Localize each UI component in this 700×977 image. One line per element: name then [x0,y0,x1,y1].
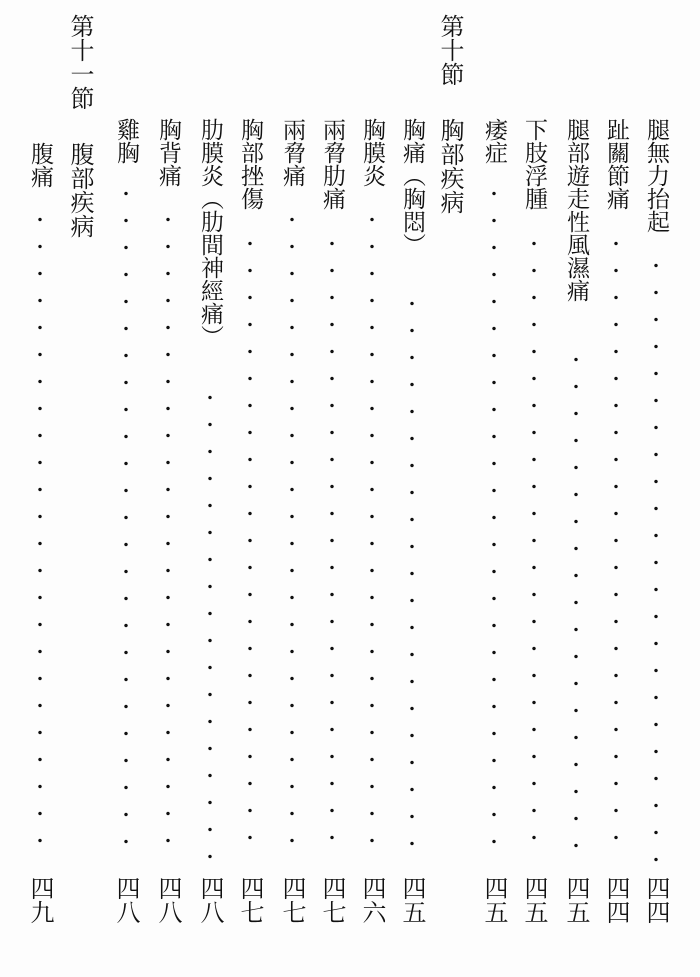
toc-entry-pleurisy[interactable] [354,0,390,977]
page-number: 四八 [154,876,182,924]
chapter-10-heading [432,0,468,977]
leader-dots [369,206,375,862]
entry-title: 下肢浮腫 [521,118,547,210]
page-number: 四五 [520,876,548,924]
entry-title: 雞胸 [113,118,139,164]
page-number: 四四 [642,876,670,924]
page-number: 四五 [398,876,426,924]
toc-entry-chest-pain[interactable] [394,0,430,977]
chapter-11-title: 腹部疾病 [66,142,94,238]
leader-dots [289,206,295,862]
leader-dots [165,206,171,862]
entry-title: 胸痛（胸悶） [399,118,425,256]
entry-title: 兩脅肋痛 [319,118,345,210]
leader-dots [247,230,253,862]
page-number: 四六 [358,876,386,924]
toc-entry-flank-rib-pain[interactable] [314,0,350,977]
entry-title: 腹痛 [27,142,53,188]
leader-dots [329,230,335,862]
leader-dots [37,206,43,862]
page-number: 四七 [318,876,346,924]
toc-entry-pigeon-chest[interactable] [108,0,144,977]
leader-dots [531,230,537,862]
leader-dots [123,180,129,862]
leader-dots [409,290,415,862]
page-number: 四七 [278,876,306,924]
page-number: 四五 [562,876,590,924]
page-number: 四九 [26,876,54,924]
page-number: 四七 [236,876,264,924]
toc-entry-intercostal-neuralgia[interactable] [192,0,228,977]
toc-entry-atrophy[interactable] [476,0,512,977]
toc-entry-lower-limb-edema[interactable] [516,0,552,977]
toc-entry-chest-back-pain[interactable] [150,0,186,977]
entry-title: 痿症 [481,118,507,164]
leader-dots [207,384,213,862]
page-number: 四八 [196,876,224,924]
toc-entry-flank-pain[interactable] [274,0,310,977]
toc-entry-toe-joint-pain[interactable] [598,0,634,977]
leader-dots [613,230,619,862]
entry-title: 肋膜炎（肋間神經痛） [197,118,223,348]
entry-title: 胸部挫傷 [237,118,263,210]
leader-dots [573,346,579,862]
leader-dots [491,180,497,862]
chapter-11-label: 第十一節 [66,14,94,110]
toc-entry-leg-weakness[interactable] [638,0,674,977]
page-number: 四四 [602,876,630,924]
chapter-10-label: 第十節 [436,14,464,86]
chapter-11-heading [62,0,98,977]
leader-dots [653,252,659,862]
page-number: 四八 [112,876,140,924]
entry-title: 腿無力抬起 [643,118,669,233]
chapter-10-title: 胸部疾病 [436,118,464,214]
toc-entry-leg-rheumatism[interactable] [558,0,594,977]
entry-title: 胸膜炎 [359,118,385,187]
entry-title: 胸背痛 [155,118,181,187]
page-number: 四五 [480,876,508,924]
entry-title: 兩脅痛 [279,118,305,187]
toc-entry-chest-contusion[interactable] [232,0,268,977]
toc-entry-abdominal-pain[interactable] [22,0,58,977]
entry-title: 趾關節痛 [603,118,629,210]
entry-title: 腿部遊走性風濕痛 [563,118,589,302]
